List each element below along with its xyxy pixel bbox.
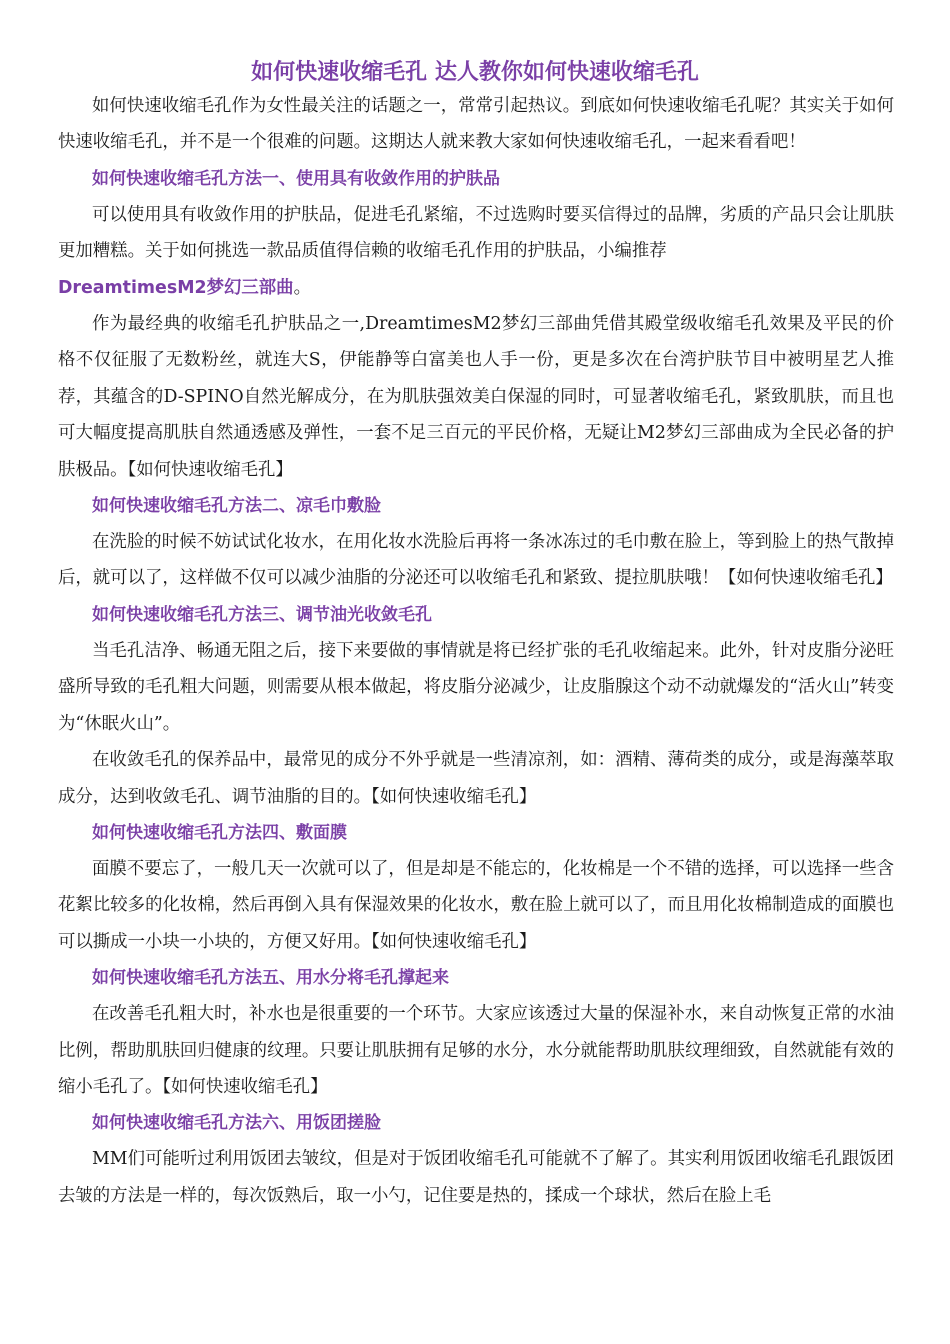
intro-paragraph: 如何快速收缩毛孔作为女性最关注的话题之一，常常引起热议。到底如何快速收缩毛孔呢？其实关于如何快速收缩毛孔，并不是一个很难的问题。这期达人就来教大家如何快速收缩毛孔，一起来看看吧！ [58,96,894,153]
section-1-paragraph-1 [58,197,894,306]
section-3-paragraph-1: 当毛孔洁净、畅通无阻之后，接下来要做的事情就是将已经扩张的毛孔收缩起来。此外，针对皮脂分泌旺盛所导致的毛孔粗大问题，则需要从根本做起，将皮脂分泌减少，让皮脂腺这个动不动就爆发的“活火山”转变为“休眠火山”。 [58,640,894,734]
section-3-paragraph-2: 在收敛毛孔的保养品中，最常见的成分不外乎就是一些清凉剂，如：酒精、薄荷类的成分，或是海藻萃取成分，达到收敛毛孔、调节油脂的目的。【如何快速收缩毛孔】 [58,750,894,807]
section-heading-6: 如何快速收缩毛孔方法六、用饭团搓脸 [92,1113,381,1134]
section-heading-3: 如何快速收缩毛孔方法三、调节油光收敛毛孔 [92,604,432,625]
section-2-paragraph-1: 在洗脸的时候不妨试试化妆水，在用化妆水洗脸后再将一条冰冻过的毛巾敷在脸上，等到脸上的热气散掉后，就可以了，这样做不仅可以减少油脂的分泌还可以收缩毛孔和紧致、提拉肌肤哦！【如何快速收缩毛孔】 [58,532,894,589]
section-heading-2: 如何快速收缩毛孔方法二、凉毛巾敷脸 [92,496,381,517]
product-highlight-text: DreamtimesM2梦幻三部曲 [58,277,294,298]
section-4-paragraph-1: 面膜不要忘了，一般几天一次就可以了，但是却是不能忘的，化妆棉是一个不错的选择，可以选择一些含花絮比较多的化妆棉，然后再倒入具有保湿效果的化妆水，敷在脸上就可以了，而且用化妆棉制造成的面膜也可以撕成一小块一小块的，方便又好用。【如何快速收缩毛孔】 [58,858,894,952]
document-body [58,88,894,1214]
document-title: 如何快速收缩毛孔 达人教你如何快速收缩毛孔 [251,60,699,85]
product-highlight [58,270,894,306]
section-1-paragraph-1-text: 可以使用具有收敛作用的护肤品，促进毛孔紧缩，不过选购时要买信得过的品牌，劣质的产品只会让肌肤更加糟糕。关于如何挑选一款品质值得信赖的收缩毛孔作用的护肤品，小编推荐 [58,204,894,262]
section-5-paragraph-1: 在改善毛孔粗大时，补水也是很重要的一个环节。大家应该透过大量的保湿补水，来自动恢复正常的水油比例，帮助肌肤回归健康的纹理。只要让肌肤拥有足够的水分，水分就能帮助肌肤纹理细致，自然就能有效的缩小毛孔了。【如何快速收缩毛孔】 [58,1004,894,1097]
product-highlight-tail: 。 [293,277,311,298]
section-6-paragraph-1: MM们可能听过利用饭团去皱纹，但是对于饭团收缩毛孔可能就不了解了。其实利用饭团收缩毛孔跟饭团去皱的方法是一样的，每次饭熟后，取一小勺，记住要是热的，揉成一个球状，然后在脸上毛 [58,1149,894,1206]
section-1-paragraph-2: 作为最经典的收缩毛孔护肤品之一,DreamtimesM2梦幻三部曲凭借其殿堂级收缩毛孔效果及平民的价格不仅征服了无数粉丝，就连大S，伊能静等白富美也人手一份，更是多次在台湾护肤节目中被明星艺人推荐，其蕴含的D-SPINO自然光解成分，在为肌肤强效美白保湿的同时，可显著收缩毛孔，紧致肌肤，而且也可大幅度提高肌肤自然通透感及弹性，一套不足三百元的平民价格，无疑让M2梦幻三部曲成为全民必备的护肤极品。【如何快速收缩毛孔】 [58,314,894,480]
section-heading-5: 如何快速收缩毛孔方法五、用水分将毛孔撑起来 [92,968,449,989]
section-heading-1: 如何快速收缩毛孔方法一、使用具有收敛作用的护肤品 [92,168,500,189]
section-heading-4: 如何快速收缩毛孔方法四、敷面膜 [92,822,347,843]
